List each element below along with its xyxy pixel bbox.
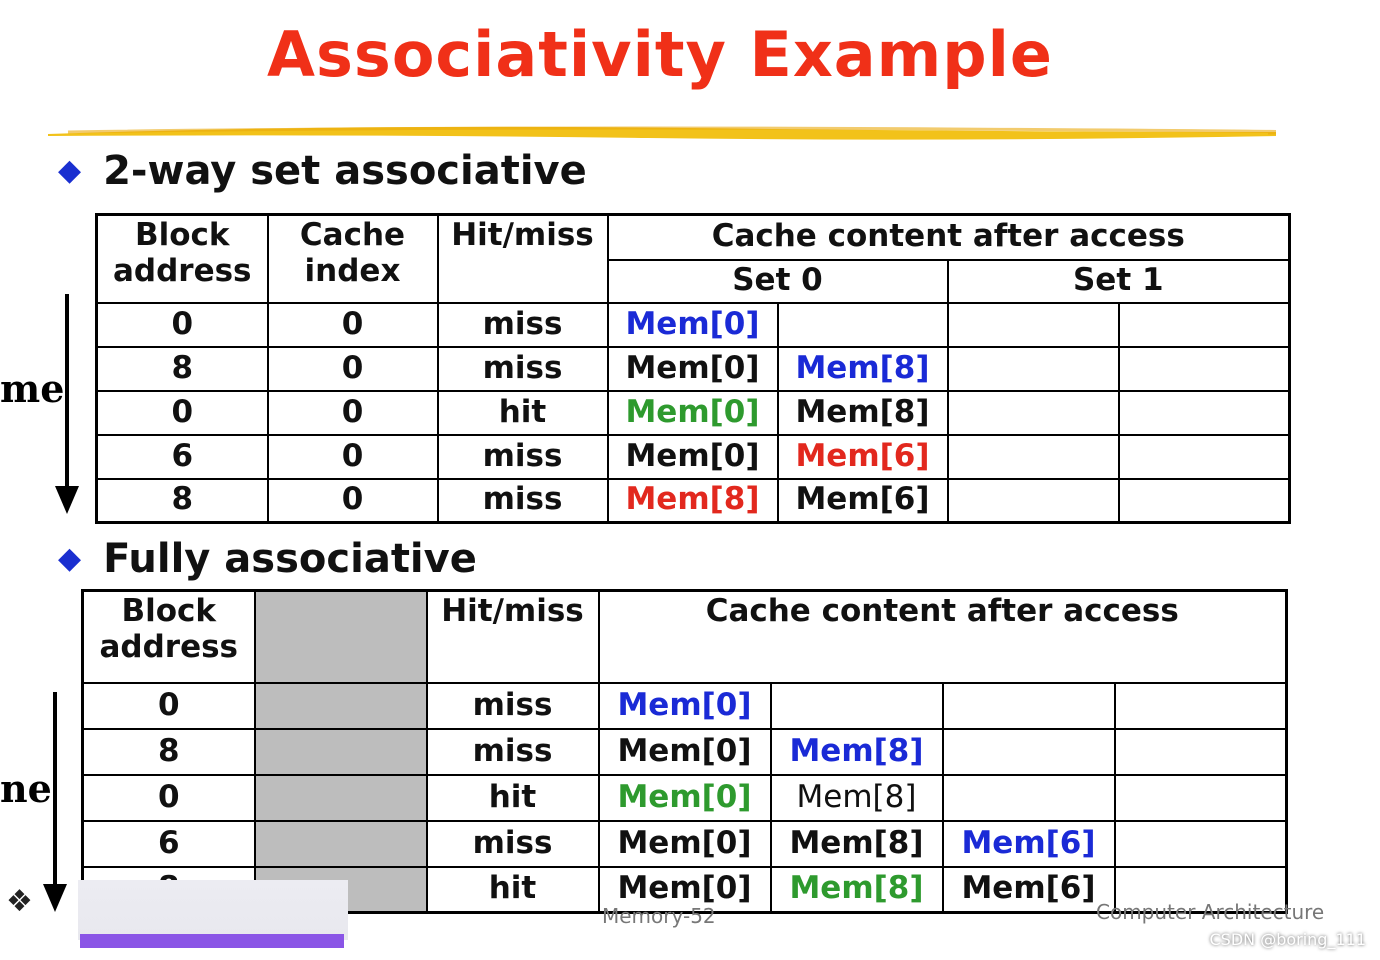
table-row [97, 391, 1290, 435]
cache-content-cell: Mem[6] [943, 867, 1115, 913]
section-fully [58, 536, 477, 582]
slide-title: Associativity Example [267, 18, 1053, 91]
section-two-way [58, 148, 587, 194]
bullet-diamond-icon: ◆ [58, 153, 82, 188]
blank-grey-cell [255, 729, 427, 775]
cache-index-cell: 0 [268, 303, 438, 347]
cache-content-cell: Mem[8] [771, 821, 943, 867]
cache-content-cell [1115, 821, 1287, 867]
header-hit-miss-2: Hit/miss [427, 591, 599, 683]
cache-content-cell [943, 729, 1115, 775]
hit-miss-cell: miss [438, 303, 608, 347]
header-block-address-2: Block address [83, 591, 255, 683]
hit-miss-cell: miss [427, 683, 599, 729]
cache-content-cell: Mem[0] [599, 775, 771, 821]
blank-grey-cell [255, 775, 427, 821]
block-address-cell: 8 [97, 347, 268, 391]
cache-content-cell [943, 683, 1115, 729]
header-hit-miss: Hit/miss [438, 215, 608, 303]
cache-content-cell [948, 435, 1119, 479]
cache-content-cell [948, 347, 1119, 391]
section-fully-label: Fully associative [103, 536, 477, 582]
hit-miss-cell: hit [427, 775, 599, 821]
cache-content-cell [1119, 479, 1290, 523]
cache-content-cell: Mem[0] [608, 303, 778, 347]
table-row [83, 775, 1287, 821]
side-label-time-2: ne [0, 766, 52, 811]
cache-content-cell: Mem[6] [778, 479, 948, 523]
table-row [97, 479, 1290, 523]
block-address-cell: 0 [83, 683, 255, 729]
cache-content-cell: Mem[0] [599, 683, 771, 729]
blank-grey-cell [255, 683, 427, 729]
section-two-way-label: 2-way set associative [103, 148, 587, 194]
cache-content-cell: Mem[8] [771, 775, 943, 821]
block-address-cell: 6 [97, 435, 268, 479]
hit-miss-cell: hit [427, 867, 599, 913]
table-two-way [95, 213, 1291, 524]
header-set-0: Set 0 [608, 260, 948, 303]
cache-content-cell [771, 683, 943, 729]
csdn-watermark: CSDN @boring_111 [1209, 930, 1366, 949]
hit-miss-cell: miss [438, 347, 608, 391]
cache-content-cell [1115, 729, 1287, 775]
header-cache-content: Cache content after access [608, 215, 1290, 260]
table-fully [81, 589, 1288, 914]
cache-index-cell: 0 [268, 435, 438, 479]
table-row [97, 435, 1290, 479]
table-row [97, 303, 1290, 347]
blank-grey-cell [255, 821, 427, 867]
block-address-cell: 6 [83, 821, 255, 867]
block-address-cell: 8 [83, 729, 255, 775]
header-cache-content-2: Cache content after access [599, 591, 1287, 683]
hit-miss-cell: miss [427, 821, 599, 867]
time-arrow-icon-2 [42, 692, 68, 914]
cache-content-cell: Mem[0] [599, 821, 771, 867]
header-cache-index: Cache index [268, 215, 438, 303]
bullet-diamond-icon: ◆ [58, 541, 82, 576]
footer-page-label: Memory-52 [602, 904, 716, 928]
cache-index-cell: 0 [268, 479, 438, 523]
cache-content-cell [1119, 391, 1290, 435]
cache-content-cell: Mem[8] [608, 479, 778, 523]
cache-content-cell [778, 303, 948, 347]
block-address-cell: 8 [97, 479, 268, 523]
table-row [83, 729, 1287, 775]
cache-content-cell: Mem[0] [608, 347, 778, 391]
cache-content-cell [1119, 303, 1290, 347]
block-address-cell: 0 [97, 303, 268, 347]
cache-content-cell: Mem[0] [599, 729, 771, 775]
header-blank-grey [255, 591, 427, 683]
cache-content-cell [1115, 775, 1287, 821]
hit-miss-cell: hit [438, 391, 608, 435]
hit-miss-cell: miss [438, 435, 608, 479]
cache-content-cell: Mem[0] [608, 391, 778, 435]
cache-content-cell: Mem[8] [771, 729, 943, 775]
side-label-time-1: me [0, 366, 65, 411]
hit-miss-cell: miss [427, 729, 599, 775]
cache-content-cell: Mem[8] [778, 347, 948, 391]
obscured-overlay [78, 880, 348, 940]
cache-content-cell: Mem[8] [771, 867, 943, 913]
cache-content-cell: Mem[6] [943, 821, 1115, 867]
cache-content-cell [1119, 347, 1290, 391]
block-address-cell: 0 [97, 391, 268, 435]
cache-content-cell [1119, 435, 1290, 479]
cache-index-cell: 0 [268, 391, 438, 435]
table-row [83, 683, 1287, 729]
table-row [97, 347, 1290, 391]
cache-content-cell [948, 303, 1119, 347]
cache-index-cell: 0 [268, 347, 438, 391]
footer-course-label: Computer Architecture [1096, 900, 1325, 924]
cache-content-cell: Mem[6] [778, 435, 948, 479]
cache-content-cell: Mem[8] [778, 391, 948, 435]
header-set-1: Set 1 [948, 260, 1290, 303]
obscured-highlight-bar [80, 934, 344, 948]
mascot-icon: ❖ [6, 884, 33, 919]
time-arrow-icon-1 [54, 294, 80, 516]
cache-content-cell [1115, 683, 1287, 729]
cache-content-cell [948, 479, 1119, 523]
table-row [83, 821, 1287, 867]
block-address-cell: 0 [83, 775, 255, 821]
cache-content-cell [943, 775, 1115, 821]
cache-content-cell: Mem[0] [599, 867, 771, 913]
cache-content-cell: Mem[0] [608, 435, 778, 479]
hit-miss-cell: miss [438, 479, 608, 523]
cache-content-cell [948, 391, 1119, 435]
header-block-address: Block address [97, 215, 268, 303]
title-underline-brush [48, 122, 1276, 142]
